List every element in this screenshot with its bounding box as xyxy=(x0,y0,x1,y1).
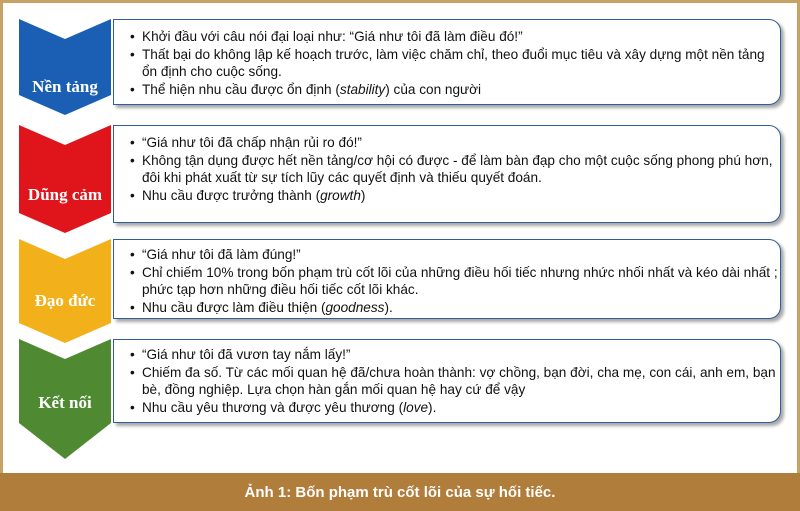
chevron-shape xyxy=(19,125,111,233)
description-box xyxy=(113,125,781,223)
chevron-arrow-courage xyxy=(19,125,111,233)
chevron-arrow-foundation xyxy=(19,19,111,115)
category-row-connection xyxy=(3,339,800,459)
bullet-item: • Nhu cầu yêu thương và được yêu thương (love). xyxy=(142,399,780,417)
category-row-ethics xyxy=(3,239,800,343)
description-box xyxy=(113,239,781,319)
description-box xyxy=(113,19,781,105)
chevron-shape xyxy=(19,19,111,115)
bullet-item: • Chiếm đa số. Từ các mối quan hệ đã/chưa hoàn thành: vợ chồng, bạn đời, cha mẹ, con cái, anh em, bạn bè, đồng nghiệp. Lựa chọn hàn gắn mối quan hệ hay cứ để vậy xyxy=(142,364,780,399)
bullet-list xyxy=(114,134,780,204)
figure-caption: Ảnh 1: Bốn phạm trù cốt lõi của sự hối tiếc. xyxy=(0,473,800,511)
bullet-item: • “Giá như tôi đã làm đúng!” xyxy=(142,246,780,264)
bullet-item: • “Giá như tôi đã vươn tay nắm lấy!” xyxy=(142,346,780,364)
bullet-item: • Thể hiện nhu cầu được ổn định (stability) của con người xyxy=(142,81,780,99)
bullet-list xyxy=(114,28,780,98)
arrow-label: Nền tảng xyxy=(32,77,98,96)
chevron-arrow-connection xyxy=(19,339,111,459)
chevron-arrow-ethics xyxy=(19,239,111,343)
description-box xyxy=(113,339,781,423)
bullet-item: • Chỉ chiếm 10% trong bốn phạm trù cốt lõi của những điều hối tiếc nhưng nhức nhối nhất và kéo dài nhất ; phức tạp hơn những điều hối tiếc cốt lõi khác. xyxy=(142,264,780,299)
category-row-courage xyxy=(3,125,800,233)
arrow-label: Dũng cảm xyxy=(27,185,103,204)
bullet-list xyxy=(114,246,780,316)
bullet-item: • Thất bại do không lập kế hoạch trước, làm việc chăm chỉ, theo đuổi mục tiêu và xây dựng một nền tảng ổn định cho cuộc sống. xyxy=(142,46,780,81)
bullet-item: • Không tận dụng được hết nền tảng/cơ hội có được - để làm bàn đạp cho một cuộc sống phong phú hơn, đôi khi phát xuất từ sự tích lũy các quyết định và thiếu quyết đoán. xyxy=(142,152,780,187)
arrow-label: Đạo đức xyxy=(34,291,96,310)
category-row-foundation xyxy=(3,17,800,117)
bullet-item: • Khởi đầu với câu nói đại loại như: “Giá như tôi đã làm điều đó!” xyxy=(142,28,780,46)
bullet-item: • Nhu cầu được làm điều thiện (goodness). xyxy=(142,299,780,317)
bullet-item: • Nhu cầu được trưởng thành (growth) xyxy=(142,187,780,205)
arrow-label: Kết nối xyxy=(38,393,92,412)
bullet-list xyxy=(114,346,780,416)
bullet-item: • “Giá như tôi đã chấp nhận rủi ro đó!” xyxy=(142,134,780,152)
